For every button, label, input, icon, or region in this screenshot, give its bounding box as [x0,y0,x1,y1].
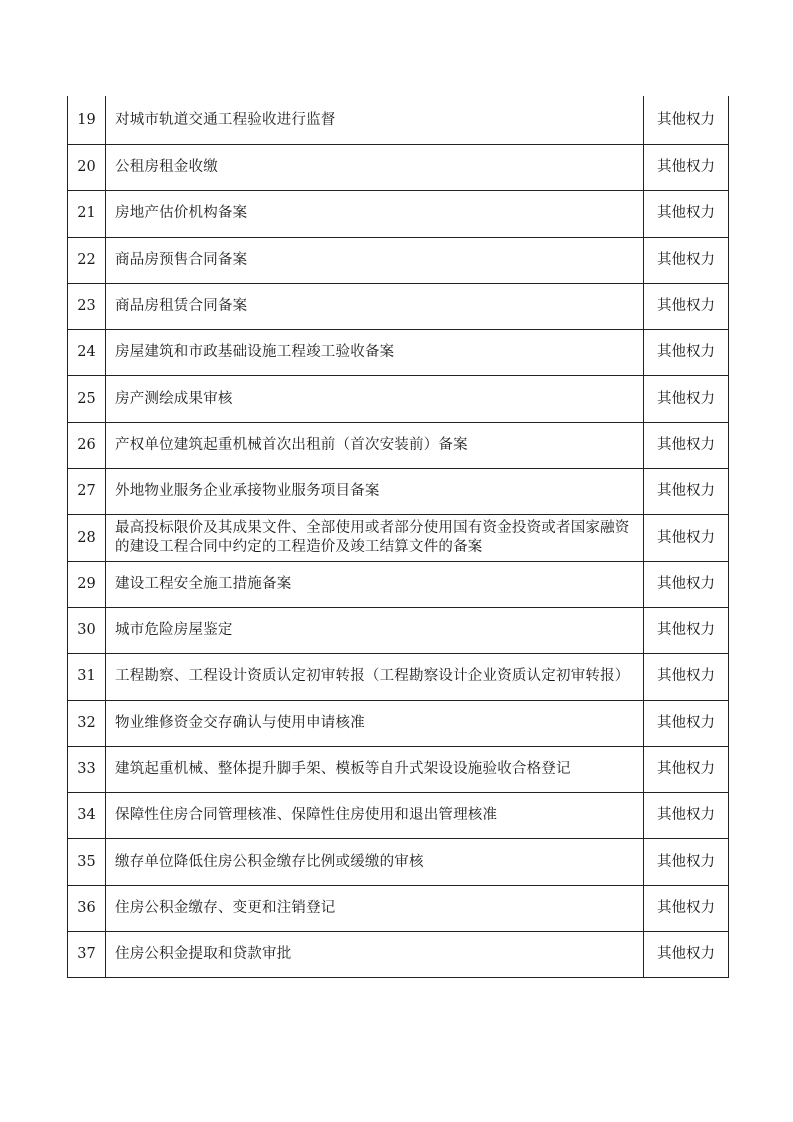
row-number: 31 [68,654,106,699]
item-name: 产权单位建筑起重机械首次出租前（首次安装前）备案 [106,423,644,468]
power-type: 其他权力 [657,529,715,546]
power-type: 其他权力 [657,390,715,407]
row-number: 26 [68,423,106,468]
table-row [68,931,728,977]
power-type: 其他权力 [657,807,715,824]
item-name: 建设工程安全施工措施备案 [106,562,644,607]
power-type: 其他权力 [657,761,715,777]
table-row [68,700,728,746]
item-name: 最高投标限价及其成果文件、全部使用或者部分使用国有资金投资或者国家融资的建设工程合同中约定的工程造价及竣工结算文件的备案 [106,515,644,560]
table-row [68,561,728,607]
power-type: 其他权力 [657,205,715,222]
item-name: 外地物业服务企业承接物业服务项目备案 [106,469,644,514]
table-row [68,422,728,468]
item-name: 对城市轨道交通工程验收进行监督 [106,96,644,144]
row-number: 30 [68,608,106,653]
item-name: 住房公积金缴存、变更和注销登记 [106,886,644,931]
table-row [68,514,728,560]
row-number: 20 [68,145,106,190]
table-row [68,468,728,514]
item-name: 商品房预售合同备案 [106,238,644,283]
item-name: 公租房租金收缴 [106,145,644,190]
row-number: 24 [68,330,106,375]
power-type: 其他权力 [657,483,715,500]
row-number: 33 [68,747,106,792]
item-name: 房地产估价机构备案 [106,191,644,236]
power-type: 其他权力 [657,436,715,453]
power-type: 其他权力 [657,575,715,592]
item-name: 保障性住房合同管理核准、保障性住房使用和退出管理核准 [106,793,644,838]
table-row [68,283,728,329]
table-row [68,237,728,283]
row-number: 25 [68,376,106,421]
row-number: 19 [68,96,106,144]
item-name: 建筑起重机械、整体提升脚手架、模板等自升式架设设施验收合格登记 [106,747,644,792]
power-list-table [67,96,729,978]
row-number: 35 [68,839,106,884]
table-row [68,96,728,144]
row-number: 29 [68,562,106,607]
row-number: 27 [68,469,106,514]
power-type: 其他权力 [657,853,715,870]
item-name: 缴存单位降低住房公积金缴存比例或缓缴的审核 [106,839,644,884]
power-type: 其他权力 [657,251,715,268]
table-row [68,885,728,931]
power-type: 其他权力 [657,159,715,176]
item-name: 工程勘察、工程设计资质认定初审转报（工程勘察设计企业资质认定初审转报） [106,654,644,699]
item-name: 商品房租赁合同备案 [106,284,644,329]
table-row [68,607,728,653]
row-number: 21 [68,191,106,236]
table-row [68,792,728,838]
power-type: 其他权力 [657,899,715,916]
item-name: 房屋建筑和市政基础设施工程竣工验收备案 [106,330,644,375]
power-type: 其他权力 [657,946,715,963]
item-name: 住房公积金提取和贷款审批 [106,932,644,977]
table-row [68,329,728,375]
table-row [68,144,728,190]
row-number: 28 [68,515,106,560]
power-type: 其他权力 [657,668,715,685]
table-row [68,838,728,884]
power-type: 其他权力 [657,298,715,315]
power-type: 其他权力 [657,111,715,128]
table-row [68,746,728,792]
row-number: 22 [68,238,106,283]
row-number: 34 [68,793,106,838]
table-row [68,190,728,236]
table-row [68,375,728,421]
row-number: 23 [68,284,106,329]
table-row [68,653,728,699]
power-type: 其他权力 [657,344,715,361]
power-type: 其他权力 [657,714,715,731]
row-number: 37 [68,932,106,977]
item-name: 城市危险房屋鉴定 [106,608,644,653]
item-name: 房产测绘成果审核 [106,376,644,421]
power-type: 其他权力 [657,622,715,639]
row-number: 32 [68,701,106,746]
item-name: 物业维修资金交存确认与使用申请核准 [106,701,644,746]
row-number: 36 [68,886,106,931]
